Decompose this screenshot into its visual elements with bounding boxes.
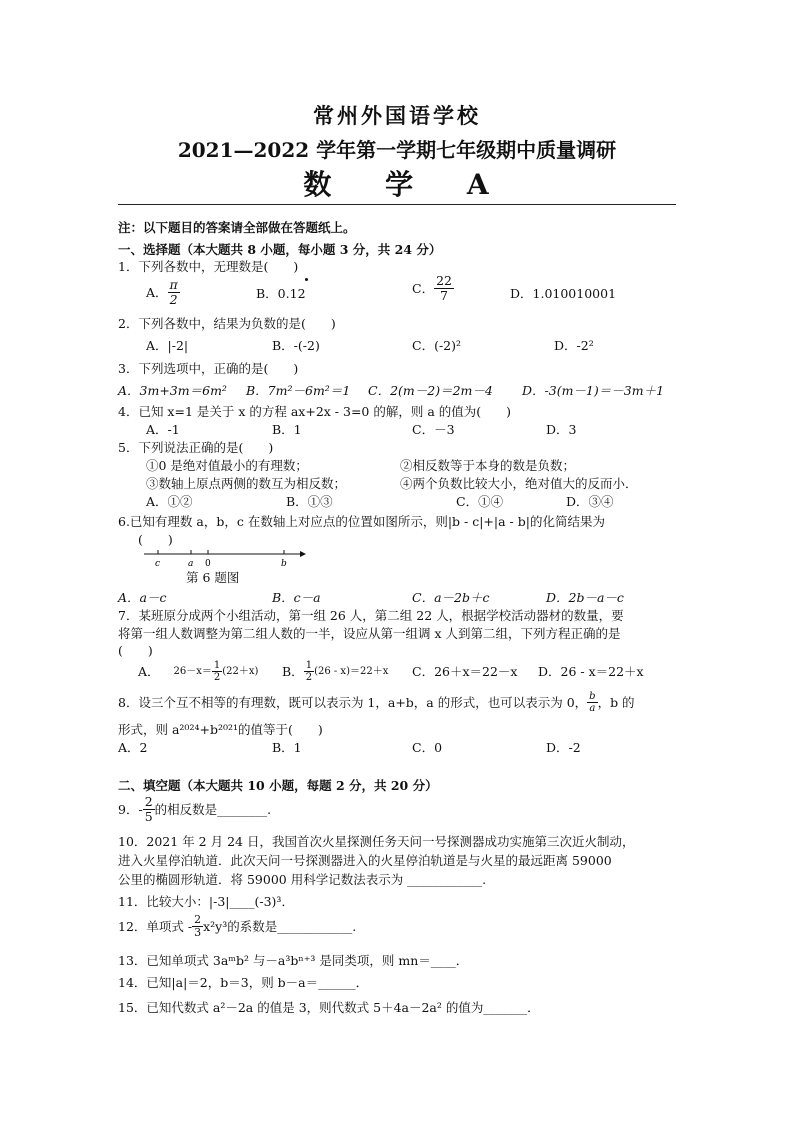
number-line-figure	[140, 546, 310, 572]
q5-statement-4: ④两个负数比较大小，绝对值大的反而小．	[400, 476, 638, 491]
repeating-dot	[305, 278, 308, 281]
q8-option-d: D．-2	[546, 740, 581, 755]
subject-title: 数 学 A	[303, 168, 511, 201]
q3-option-a: A．3m+3m＝6m²	[118, 383, 227, 398]
q6-option-d: D．2b－a－c	[546, 590, 624, 605]
q2-option-b: B．-(-2)	[272, 338, 320, 353]
q5-option-a: A．①②	[146, 494, 193, 509]
q10-line3: 公里的椭圆形轨道．将 59000 用科学记数法表示为 ____________.	[118, 872, 487, 887]
q15: 15．已知代数式 a²－2a 的值是 3，则代数式 5＋4a－2a² 的值为_______．	[118, 1000, 540, 1015]
q6-figure-caption: 第 6 题图	[186, 570, 240, 585]
q14: 14．已知|a|＝2，b＝3，则 b－a＝______．	[118, 975, 369, 990]
axis-label-a: a	[188, 559, 194, 569]
q7-stem-line2: 将第一组人数调整为第二组人数的一半，设应从第一组调 x 人到第二组，下列方程正确的是	[118, 626, 621, 641]
q5-option-d: D．③④	[566, 494, 614, 509]
q1-option-a: A． $\frac{\pi}{2}$	[146, 277, 178, 307]
q3-option-d: D．-3(m－1)＝－3m＋1	[522, 383, 665, 398]
q8-stem-line2: 形式，则 a²⁰²⁴+b²⁰²¹的值等于( )	[118, 722, 323, 737]
q8-option-b: B．1	[272, 740, 302, 755]
q6-paren: ( )	[138, 532, 173, 547]
answer-note: 注：以下题目的答案请全部做在答题纸上。	[118, 220, 356, 235]
section2-title: 二、填空题（本大题共 10 小题，每题 2 分，共 20 分）	[118, 778, 438, 793]
q3-option-c: C．2(m－2)＝2m－4	[368, 383, 493, 398]
q6-option-b: B．c－a	[272, 590, 321, 605]
axis-label-b: b	[281, 559, 287, 569]
q7-option-b: B． $\frac{1}{2}$ (26 - x)＝22＋x	[282, 660, 389, 683]
q7-option-c: C．26＋x＝22－x	[412, 664, 518, 679]
q9: 9．- $\frac{2}{5}$ 的相反数是________.	[118, 794, 272, 824]
q7-paren: ( )	[118, 643, 153, 658]
q1-option-c: C． $\frac{22}{7}$	[412, 273, 452, 303]
q7-option-d: D．26 - x＝22＋x	[538, 664, 644, 679]
q1-option-b: B．0.12	[256, 286, 306, 301]
q5-stem: 5．下列说法正确的是( )	[118, 440, 274, 455]
q13: 13．已知单项式 3aᵐb² 与－a³bⁿ⁺³ 是同类项，则 mn＝____．	[118, 953, 469, 968]
axis-arrow	[300, 551, 306, 557]
q7-stem-line1: 7．某班原分成两个小组活动，第一组 26 人，第二组 22 人，根据学校活动器材的数量，要	[118, 608, 624, 623]
q4-stem: 4．已知 x=1 是关于 x 的方程 ax+2x - 3=0 的解，则 a 的值为( )	[118, 404, 512, 419]
q2-option-a: A．|-2|	[146, 338, 189, 353]
q3-option-b: B．7m²－6m²＝1	[246, 383, 351, 398]
q2-option-c: C．(-2)²	[412, 338, 462, 353]
q1-option-d: D．1.010010001	[510, 286, 617, 301]
header-divider	[118, 204, 676, 205]
q8-stem-line1: 8．设三个互不相等的有理数，既可以表示为 1，a+b，a 的形式，也可以表示为 0， $\frac{b}{a}$ ，b 的	[118, 691, 635, 714]
q1-stem: 1．下列各数中，无理数是( )	[118, 259, 299, 274]
q5-statement-2: ②相反数等于本身的数是负数；	[400, 458, 576, 473]
q5-statement-1: ①0 是绝对值最小的有理数；	[146, 458, 308, 473]
q5-option-b: B．①③	[286, 494, 333, 509]
q4-option-b: B．1	[272, 422, 302, 437]
q8-option-c: C．0	[412, 740, 443, 755]
q6-stem: 6.已知有理数 a，b，c 在数轴上对应点的位置如图所示，则|b - c|+|a - b|的化简结果为	[118, 514, 605, 529]
q10-line2: 进入火星停泊轨道．此次天问一号探测器进入的火星停泊轨道是与火星的最远距离 59000	[118, 853, 612, 868]
school-name: 常州外国语学校	[313, 103, 481, 128]
q12: 12．单项式 - $\frac{2}{3}$ x²y³的系数是____________.	[118, 913, 357, 939]
q2-option-d: D．-2²	[554, 338, 594, 353]
axis-label-c: c	[155, 559, 161, 569]
q2-stem: 2．下列各数中，结果为负数的是( )	[118, 316, 336, 331]
q4-option-d: D．3	[546, 422, 577, 437]
axis-label-zero: 0	[205, 559, 211, 569]
q11: 11．比较大小：|-3|____(-3)³．	[118, 894, 294, 909]
q5-option-c: C．①④	[456, 494, 504, 509]
q8-option-a: A．2	[118, 740, 148, 755]
q10-line1: 10．2021 年 2 月 24 日，我国首次火星探测任务天问一号探测器成功实施第三次近火制动，	[118, 834, 635, 849]
q3-stem: 3．下列选项中，正确的是( )	[118, 361, 299, 376]
q6-option-c: C．a－2b＋c	[412, 590, 490, 605]
q5-statement-3: ③数轴上原点两侧的数互为相反数；	[146, 476, 347, 491]
section1-title: 一、选择题（本大题共 8 小题，每小题 3 分，共 24 分）	[118, 242, 442, 257]
q6-option-a: A．a－c	[118, 590, 167, 605]
exam-title: 2021—2022 学年第一学期七年级期中质量调研	[177, 138, 617, 162]
q7-option-a: A． 26－x＝ $\frac{1}{2}$ (22＋x)	[138, 660, 259, 683]
q4-option-c: C．－3	[412, 422, 455, 437]
q4-option-a: A．-1	[146, 422, 180, 437]
